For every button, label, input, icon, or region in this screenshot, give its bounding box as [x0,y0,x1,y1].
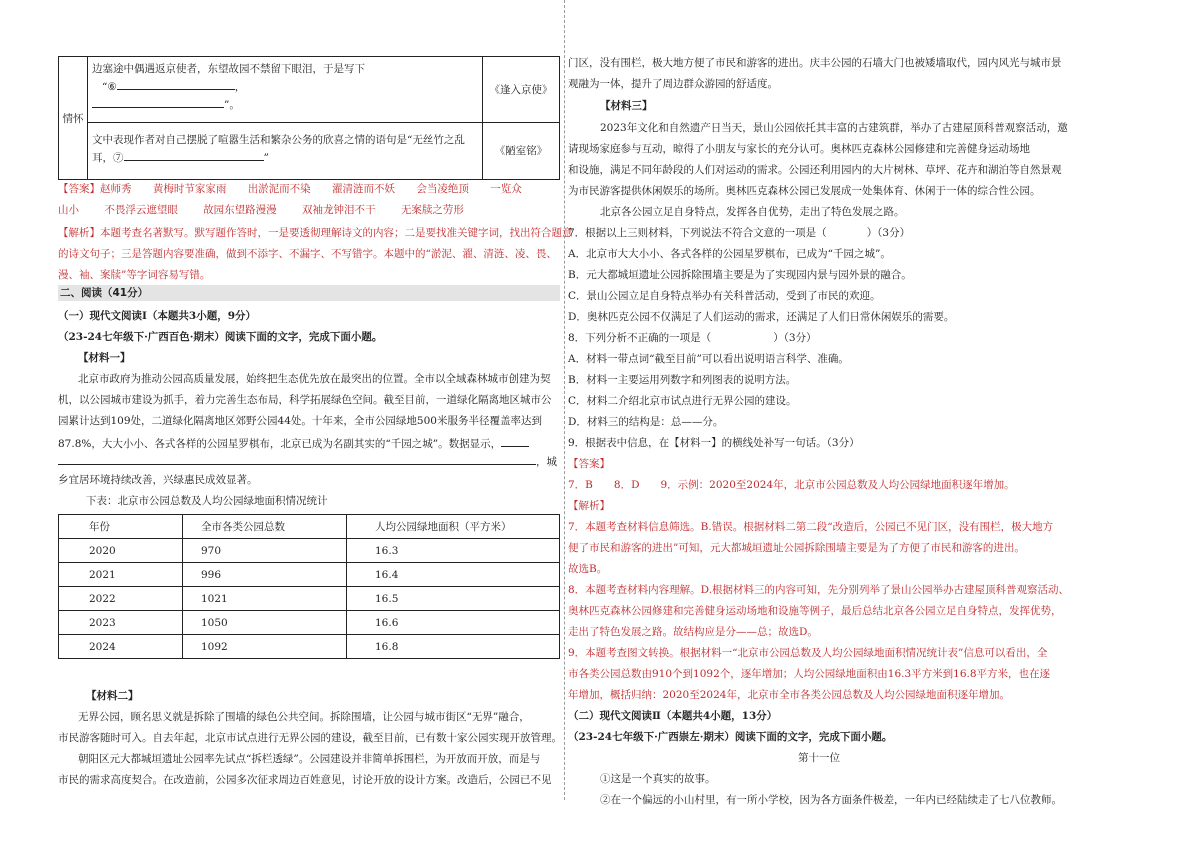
category-cell [59,57,88,180]
close-quote: ” [263,151,269,164]
stats-cell: 16.5 [347,587,560,611]
stats-header-row [59,515,560,539]
material3-line: 为市民游客提供休闲娱乐的场所。奥林匹克森林公园已发展成一处集体育、休闲于一体的综合性公园。 [568,185,1041,197]
q7-option-c[interactable]: C．景山公园立足自身特点举办有关科普活动，受到了市民的欢迎。 [568,290,881,302]
stats-cell: 2022 [59,587,183,611]
stats-cell: 1021 [183,587,347,611]
material2-line: 朝阳区元大都城垣遗址公园率先试点“拆栏透绿”。公园建设并非简单拆围栏，为开放而开放，而是与 [78,753,541,765]
material3-line: 和设施，满足不同年龄段的人们对运动的需求。公园还利用园内的大片树林、草坪、花卉和湖泊等自然景观 [568,164,1062,176]
poem-table [58,56,560,180]
subsection-title: （二）现代文阅读Ⅱ（本题共4小题，13分） [568,710,778,722]
analysis1-line1: 【解析】本题考查名著默写。默写题作答时，一是要透彻理解诗文的内容；二是要找准关键字词，找出符合题意 [58,227,573,239]
material1-line: 北京市政府为推动公园高质量发展，始终把生态优先放在最突出的位置。全市以全域森林城市创建为契 [78,373,551,385]
material2-title: 【材料二】 [86,690,139,702]
answer-item: 濯清涟而不妖 [332,183,396,195]
stats-row [59,539,560,563]
row2-line1: 文中表现作者对自己摆脱了喧嚣生活和繁杂公务的欣喜之情的语句是“无丝竹之乱 [92,133,465,146]
q7-option-d[interactable]: D．奥林匹克公园不仅满足了人们运动的需求，还满足了人们日常休闲娱乐的需要。 [568,311,955,323]
material1-line: 机，以公园城市建设为抓手，着力完善生态布局，科学拓展绿色空间。截至目前，一道绿化隔离地区城市公 [58,394,552,406]
stats-table [58,514,560,659]
question-score: ）（3分） [866,227,911,239]
category-label: 情怀 [62,112,84,125]
analysis2-line: 9．本题考查图文转换。根据材料一“北京市公园总数及人均公园绿地面积情况统计表”信息可以看出，全 [568,647,1048,659]
stats-cell: 16.8 [347,635,560,659]
question-7 [568,226,910,240]
material1-text: ，城 [536,456,557,468]
material3-line: 北京各公园立足自身特点，发挥各自优势，走出了特色发展之路。 [600,206,905,218]
section-title: 二、阅读（41分） [60,287,149,299]
q7-option-a[interactable]: A．北京市大大小小、各式各样的公园星罗棋布，已成为“千园之城”。 [568,248,891,260]
answer2-label: 【答案】 [568,458,610,470]
answer-item: 黄梅时节家家雨 [152,183,227,195]
answer2-text: 7．B 8．D 9．示例：2020至2024年，北京市公园总数及人均公园绿地面积逐年增加。 [568,479,1015,491]
answer1-line1 [58,182,522,196]
stats-cell: 996 [183,563,347,587]
stats-row [59,611,560,635]
column-divider [564,0,566,800]
row2-line2 [92,149,478,167]
blank6-label: “⑥ [102,81,117,93]
stats-cell: 16.3 [347,539,560,563]
material1-line [58,435,529,451]
row1-content [88,57,483,123]
row1-source: 《逢入京使》 [483,57,560,123]
subsection-title: （一）现代文阅读Ⅰ（本题共3小题，9分） [58,310,257,322]
analysis2-line: 故选B。 [568,563,608,575]
material1-line: 园累计达到109处，二道绿化隔离地区郊野公园44处。十年来，全市公园绿地500米服务半径覆盖率达到 [58,415,542,427]
stats-cell: 16.6 [347,611,560,635]
story-paragraph: ①这是一个真实的故事。 [600,773,716,785]
blank-material1[interactable] [501,435,529,447]
material3-line: 请现场家庭参与互动，晾得了小朋友与家长的充分认可。奥林匹克森林公园修建和完善健身运动场地 [568,143,1030,155]
q8-option-d[interactable]: D．材料三的结构是：总——分。 [568,416,724,428]
close-quote: ”。 [224,99,240,111]
material3-line: 2023年文化和自然遗产日当天，景山公园依托其丰富的古建筑群，举办了古建屋顶科普观察活动，邀 [600,122,1068,134]
blank-7[interactable] [124,149,264,161]
stats-cell: 2023 [59,611,183,635]
analysis2-line: 7．本题考查材料信息筛选。B.错误。根据材料二第二段“改造后，公园已不见门区，没有围栏，极大地方 [568,521,1054,533]
blank-6b[interactable] [92,96,224,108]
stats-row [59,635,560,659]
blank7-label: 耳，⑦ [92,151,124,164]
stats-cell: 16.4 [347,563,560,587]
material2-line: 门区，没有围栏，极大地方便了市民和游客的进出。庆丰公园的石墙大门也被矮墙取代，园内风光与城市景 [568,57,1062,69]
stats-header: 年份 [59,515,183,539]
answer-item: 一览众 [490,183,522,195]
analysis2-line: 走出了特色发展之路。故结构应是分——总；故选D。 [568,626,818,638]
material1-line: 乡宜居环境持续改善，兴绿惠民成效显著。 [58,474,258,486]
answer1-line2 [58,203,464,217]
row2-source: 《陋室铭》 [483,122,560,179]
q8-option-c[interactable]: C．材料二介绍北京市试点进行无界公园的建设。 [568,395,797,407]
story-paragraph: ②在一个偏远的小山村里，有一所小学校，因为各方面条件极差，一年内已经陆续走了七八位教师。 [600,794,1062,806]
stats-row [59,563,560,587]
table-caption: 下表：北京市公园总数及人均公园绿地面积情况统计 [86,495,328,507]
analysis2-label: 【解析】 [568,500,610,512]
row2-content [88,122,483,179]
answer-item: 故园东望路漫漫 [203,204,277,216]
question-8 [568,331,817,345]
material1-title: 【材料一】 [78,352,131,364]
material1-blank-line [58,453,557,469]
material3-title: 【材料三】 [600,100,653,112]
passage-source: （23-24七年级下·广西百色·期末）阅读下面的文字，完成下面小题。 [58,331,383,343]
answer-item: 山小 [58,204,79,216]
question-stem: 7．根据以上三则材料，下列说法不符合文意的一项是（ [568,227,827,239]
row1-line1: 边塞途中偶遇返京使者，东望故园不禁留下眼泪，于是写下 [92,63,365,75]
q7-option-b[interactable]: B．元大都城垣遗址公园拆除围墙主要是为了实现园内景与园外景的融合。 [568,269,912,281]
q8-option-b[interactable]: B．材料一主要运用列数字和列图表的说明方法。 [568,374,797,386]
material2-line: 市民的需求高度契合。在改造前，公园多次征求周边百姓意见，讨论开放的设计方案。改造后，公园已不见 [58,774,552,786]
row1-line2 [92,78,478,96]
stats-row [59,587,560,611]
blank-material1-long[interactable] [58,453,536,465]
material1-text: 87.8%，大大小小、各式各样的公园星罗棋布，北京已成为名副其实的“千园之城”。数据显示， [58,438,502,450]
blank-6[interactable] [117,78,235,90]
answer-item: 无案牍之劳形 [400,204,464,216]
analysis2-line: 市各类公园总数由910个到1092个，逐年增加；人均公园绿地面积由16.3平方米到16.8平方米，也在逐 [568,668,1051,680]
material2-line: 无界公园，顾名思义就是拆除了围墙的绿色公共空间。拆除围墙，让公园与城市街区“无界”融合， [78,711,530,723]
stats-header: 人均公园绿地面积（平方米） [347,515,560,539]
analysis2-line: 年增加，概括归纳：2020至2024年，北京市全市各类公园总数及人均公园绿地面积逐年增加。 [568,689,1010,701]
stats-header: 全市各类公园总数 [183,515,347,539]
stats-cell: 2024 [59,635,183,659]
material2-line: 市民游客随时可入。自去年起，北京市试点进行无界公园的建设，截至目前，已有数十家公园实现开放管理。 [58,732,562,744]
passage-source: （23-24七年级下·广西崇左·期末）阅读下面的文字，完成下面小题。 [568,731,893,743]
answer-item: 双袖龙钟泪不干 [302,204,376,216]
stats-cell: 1092 [183,635,347,659]
analysis2-line: 便了市民和游客的进出”可知，元大都城垣遗址公园拆除围墙主要是为了方便了市民和游客的进出。 [568,542,1025,554]
answer-item: 出淤泥而不染 [247,183,311,195]
analysis2-line: 奥林匹克森林公园修建和完善健身运动场地和设施等例子，最后总结北京各公园立足自身特点，发挥优势， [568,605,1062,617]
answer-item: 赵师秀 [100,183,132,195]
comma: ， [234,81,246,93]
question-stem: 8．下列分析不正确的一项是（ [568,332,712,344]
analysis1-line2: 的诗文句子；三是答题内容要准确，做到不添字、不漏字、不写错字。本题中的“淤泥、濯、清涟、凌、畏、 [58,248,557,260]
answer-item: 不畏浮云遮望眼 [104,204,178,216]
story-title: 第十一位 [798,752,840,764]
question-9: 9．根据表中信息，在【材料一】的横线处补写一句话。（3分） [568,437,860,449]
question-score: ）（3分） [773,332,817,344]
material2-line: 观融为一体，提升了周边群众游园的舒适度。 [568,78,778,90]
answer-item: 会当凌绝顶 [416,183,469,195]
analysis2-line: 8．本题考查材料内容理解。D.根据材料三的内容可知，先分别列举了景山公园举办古建屋顶科普观察活动、 [568,584,1070,596]
stats-cell: 1050 [183,611,347,635]
stats-cell: 2020 [59,539,183,563]
analysis1-line3: 漫、袖、案牍”等字词容易写错。 [58,269,211,281]
answer-label: 【答案】 [58,183,100,195]
stats-cell: 970 [183,539,347,563]
stats-cell: 2021 [59,563,183,587]
row1-line3 [92,96,478,114]
q8-option-a[interactable]: A．材料一带点词“截至目前”可以看出说明语言科学、准确。 [568,353,849,365]
